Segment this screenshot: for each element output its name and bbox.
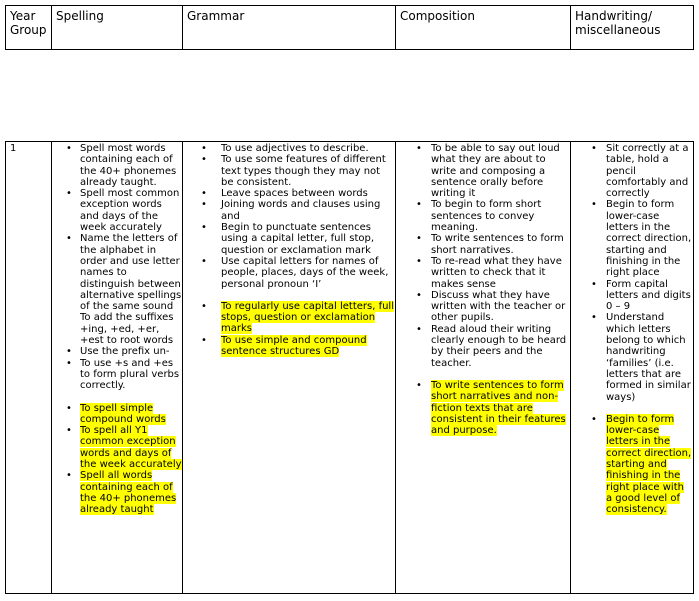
list-item: • To write sentences to form short narratives. bbox=[431, 233, 570, 256]
list-item: • To use +s and +es to form plural verbs correctly. bbox=[80, 358, 182, 392]
list-item: • To use simple and compound sentence structures GD bbox=[221, 335, 395, 358]
year1-row bbox=[6, 142, 694, 594]
handwriting-list bbox=[571, 142, 693, 403]
spelling-cell bbox=[52, 142, 183, 594]
spelling-list bbox=[52, 142, 182, 392]
grammar-highlight-list bbox=[183, 301, 395, 357]
list-item: • Use the prefix un- bbox=[80, 346, 182, 357]
list-item: • To begin to form short sentences to convey meaning. bbox=[431, 199, 570, 233]
header-spelling: Spelling bbox=[52, 6, 183, 50]
list-item: • To regularly use capital letters, full stops, question or exclamation marks bbox=[221, 301, 395, 335]
header-composition: Composition bbox=[396, 6, 571, 50]
list-item: • To spell all Y1 common exception words and days of the week accurately bbox=[80, 425, 182, 470]
list-item: • To be able to say out loud what they are about to write and composing a sentence orally before writing it bbox=[431, 143, 570, 199]
handwriting-cell bbox=[571, 142, 694, 594]
header-table bbox=[5, 5, 694, 50]
composition-cell bbox=[396, 142, 571, 594]
list-item: • To spell simple compound words bbox=[80, 403, 182, 426]
header-row bbox=[6, 6, 694, 50]
list-item: • Spell most words containing each of the 40+ phonemes already taught. bbox=[80, 143, 182, 188]
list-item: • To use some features of different text types though they may not be consistent. bbox=[221, 154, 395, 188]
list-item: • Name the letters of the alphabet in order and use letter names to distinguish between alternative spellings of the same sound To add the suffixes +ing, +ed, +er, +est to root words bbox=[80, 233, 182, 346]
year1-table bbox=[5, 141, 694, 594]
header-year-group: Year Group bbox=[6, 6, 52, 50]
list-item: • To re-read what they have written to check that it makes sense bbox=[431, 256, 570, 290]
spelling-highlight-list bbox=[52, 403, 182, 516]
list-item: • Leave spaces between words bbox=[221, 188, 395, 199]
list-item: • Sit correctly at a table, hold a pencil comfortably and correctly bbox=[606, 143, 693, 199]
list-item: • To use adjectives to describe. bbox=[221, 143, 395, 154]
grammar-cell bbox=[183, 142, 396, 594]
list-item: • Begin to form lower-case letters in the correct direction, starting and finishing in the right place bbox=[606, 199, 693, 278]
grammar-list bbox=[183, 142, 395, 290]
handwriting-highlight-list bbox=[571, 414, 693, 516]
list-item: • Begin to punctuate sentences using a capital letter, full stop, question or exclamation mark bbox=[221, 222, 395, 256]
list-item: • Discuss what they have written with the teacher or other pupils. bbox=[431, 290, 570, 324]
header-handwriting: Handwriting/ miscellaneous bbox=[571, 6, 694, 50]
list-item: • Understand which letters belong to which handwriting ‘families’ (i.e. letters that are formed in similar ways) bbox=[606, 312, 693, 402]
header-grammar: Grammar bbox=[183, 6, 396, 50]
list-item: • Spell all words containing each of the 40+ phonemes already taught bbox=[80, 470, 182, 515]
list-item: • Joining words and clauses using and bbox=[221, 199, 395, 222]
list-item: • Begin to form lower-case letters in the correct direction, starting and finishing in the right place with a good level of consistency. bbox=[606, 414, 693, 516]
list-item: • Spell most common exception words and days of the week accurately bbox=[80, 188, 182, 233]
composition-list bbox=[396, 142, 570, 369]
list-item: • Form capital letters and digits 0 – 9 bbox=[606, 279, 693, 313]
list-item: • Use capital letters for names of people, places, days of the week, personal pronoun ‘I’ bbox=[221, 256, 395, 290]
list-item: • Read aloud their writing clearly enough to be heard by their peers and the teacher. bbox=[431, 324, 570, 369]
composition-highlight-list bbox=[396, 380, 570, 436]
list-item: • To write sentences to form short narratives and non-fiction texts that are consistent in their features and purpose. bbox=[431, 380, 570, 436]
year-cell: 1 bbox=[6, 142, 52, 594]
